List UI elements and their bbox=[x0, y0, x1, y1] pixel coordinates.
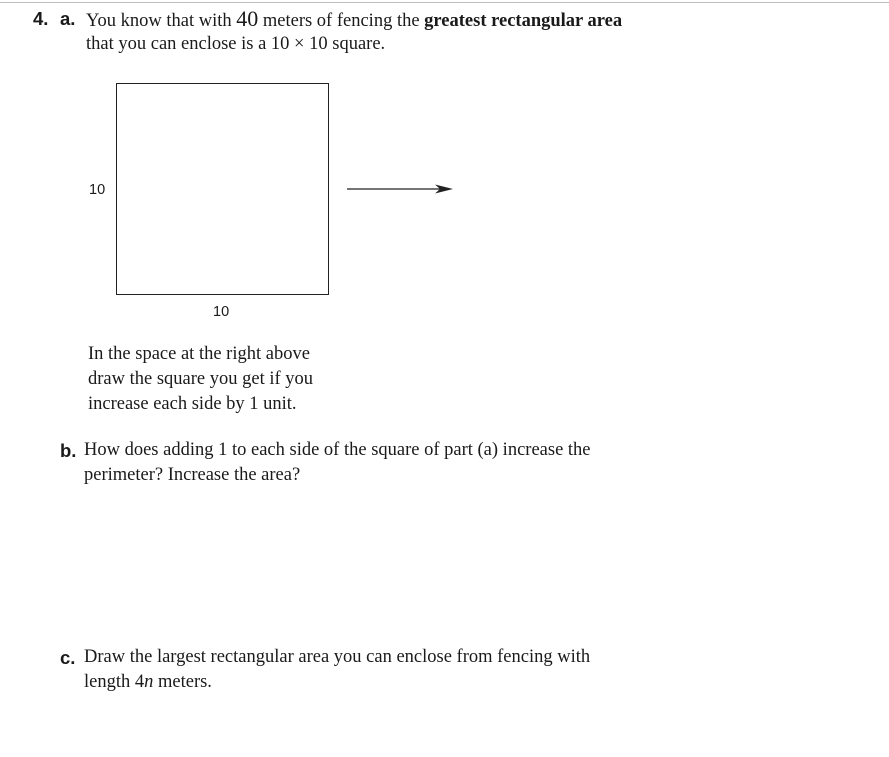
top-divider bbox=[0, 2, 889, 3]
part-b-line-2: perimeter? Increase the area? bbox=[84, 465, 301, 485]
part-a-letter: a. bbox=[60, 8, 76, 29]
part-c-letter: c. bbox=[60, 647, 76, 668]
part-c-line-1: Draw the largest rectangular area you can enclose from fencing with bbox=[84, 647, 591, 667]
variable-n: n bbox=[144, 672, 154, 692]
instruction-line-3: increase each side by 1 unit. bbox=[88, 394, 297, 414]
left-side-label: 10 bbox=[89, 182, 106, 198]
emphasis-text: greatest rectangular area bbox=[424, 11, 623, 31]
fence-length-number: 40 bbox=[236, 6, 259, 31]
part-a-line-1 bbox=[86, 6, 622, 34]
part-a-text-start: You know that with bbox=[86, 11, 237, 31]
bottom-side-label: 10 bbox=[213, 304, 230, 320]
part-a-line-2: that you can enclose is a 10 × 10 square. bbox=[86, 34, 386, 54]
right-arrow-icon bbox=[347, 181, 455, 197]
square-figure bbox=[116, 83, 329, 295]
instruction-line-2: draw the square you get if you bbox=[88, 369, 314, 389]
part-b-letter: b. bbox=[60, 440, 77, 461]
part-b-line-1: How does adding 1 to each side of the square of part (a) increase the bbox=[84, 440, 591, 460]
instruction-line-1: In the space at the right above bbox=[88, 344, 310, 364]
part-c-line-2 bbox=[84, 670, 212, 695]
problem-number: 4. bbox=[33, 8, 49, 29]
part-c-text-start: length 4 bbox=[84, 672, 145, 692]
part-c-text-end: meters. bbox=[153, 672, 212, 692]
part-a-text-middle: meters of fencing the bbox=[258, 11, 425, 31]
